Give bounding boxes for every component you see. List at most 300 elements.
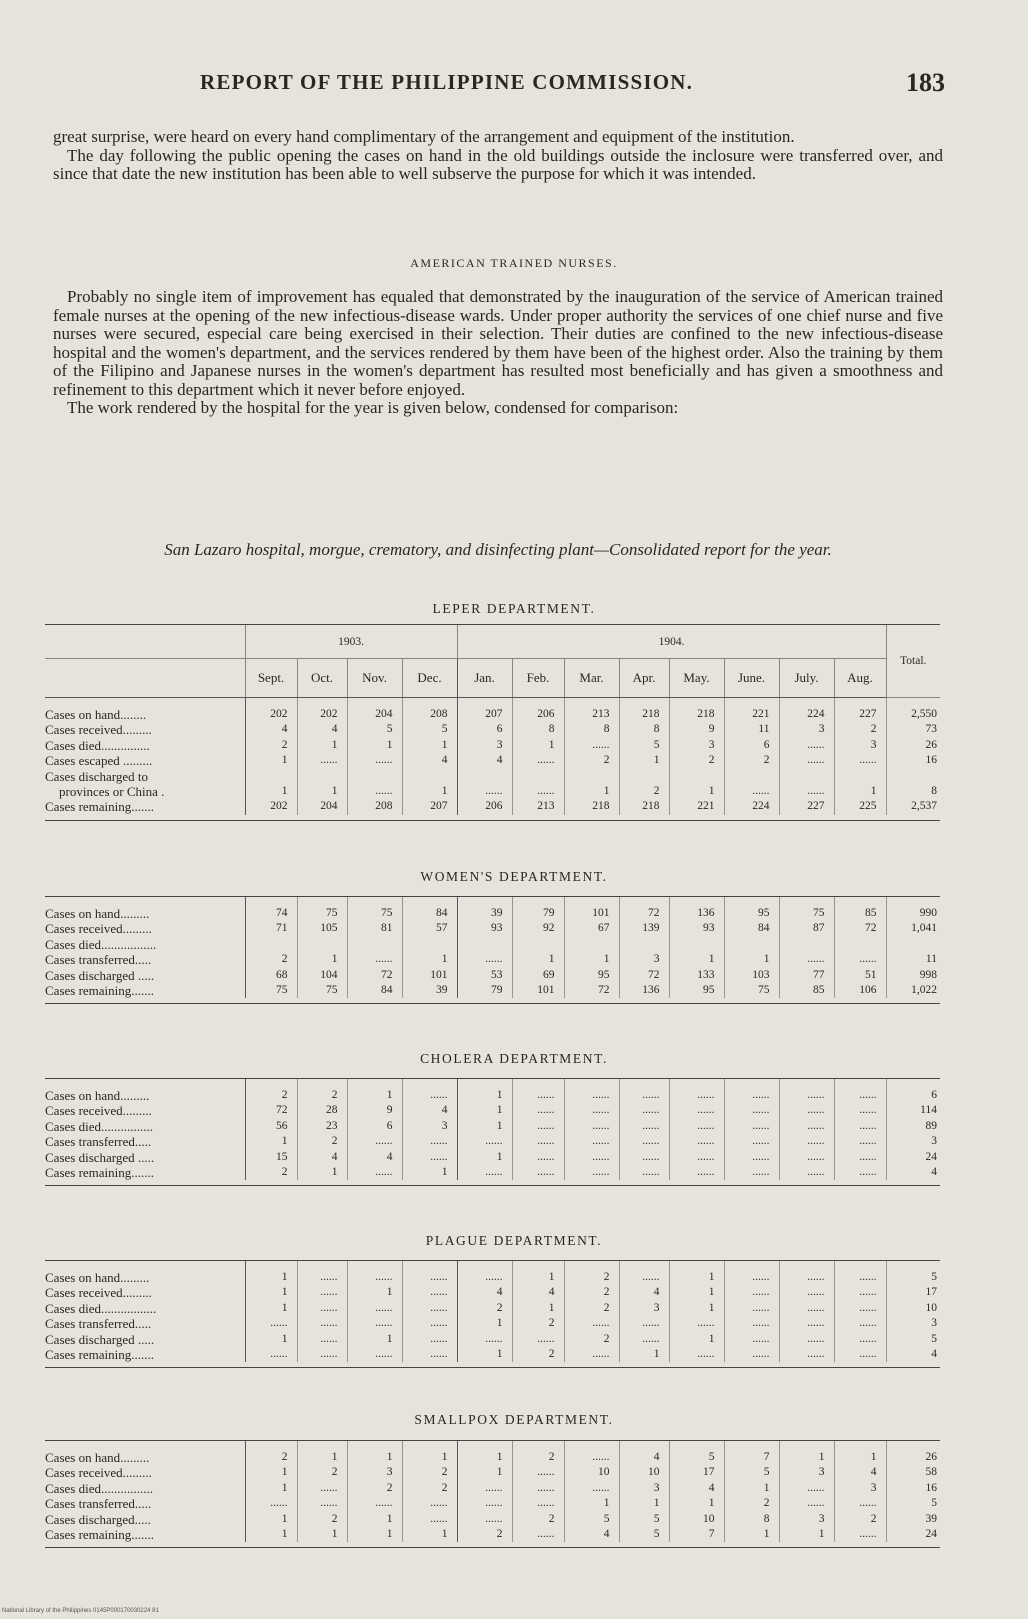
value-cell: ...... <box>402 1285 457 1300</box>
value-cell: 133 <box>669 968 724 983</box>
row-label: Cases discharged ..... <box>45 1331 155 1347</box>
table-row <box>45 722 940 737</box>
value-cell: 75 <box>779 897 834 921</box>
value-cell: ...... <box>724 1134 779 1149</box>
row-label: provinces or China . <box>59 784 165 800</box>
value-cell: 84 <box>402 897 457 921</box>
table-row <box>45 1150 940 1165</box>
value-cell: 2 <box>564 753 619 768</box>
value-cell: 2 <box>512 1347 564 1362</box>
value-cell: 2 <box>834 722 886 737</box>
value-cell: ...... <box>724 1103 779 1118</box>
value-cell: 51 <box>834 968 886 983</box>
value-cell <box>779 769 834 784</box>
value-cell: 5 <box>402 722 457 737</box>
value-cell: ...... <box>512 1527 564 1542</box>
value-cell: ...... <box>834 1119 886 1134</box>
total-cell: 24 <box>886 1527 940 1542</box>
value-cell: 75 <box>724 983 779 998</box>
table-row <box>45 952 940 967</box>
value-cell: 2 <box>245 1441 297 1465</box>
table-row <box>45 921 940 936</box>
value-cell: ...... <box>834 1332 886 1347</box>
value-cell: ...... <box>512 1103 564 1118</box>
value-cell: 1 <box>245 1301 297 1316</box>
row-label: Cases received......... <box>45 921 152 937</box>
value-cell: 6 <box>457 722 512 737</box>
value-cell: ...... <box>619 1119 669 1134</box>
total-cell: 990 <box>886 897 940 921</box>
value-cell: 1 <box>457 1150 512 1165</box>
value-cell: ...... <box>457 1165 512 1180</box>
value-cell: 5 <box>669 1441 724 1465</box>
department-title: SMALLPOX DEPARTMENT. <box>414 1412 614 1427</box>
value-cell: ...... <box>619 1079 669 1103</box>
value-cell: 3 <box>402 1119 457 1134</box>
value-cell: 74 <box>245 897 297 921</box>
value-cell: ...... <box>779 1332 834 1347</box>
value-cell: 202 <box>245 698 297 723</box>
total-cell: 998 <box>886 968 940 983</box>
total-cell: 58 <box>886 1465 940 1480</box>
value-cell: ...... <box>564 1347 619 1362</box>
row-label: Cases died................ <box>45 1118 153 1134</box>
value-cell: 1 <box>245 753 297 768</box>
row-label: Cases transferred..... <box>45 1316 152 1332</box>
data-table <box>45 1260 940 1368</box>
value-cell: 95 <box>564 968 619 983</box>
value-cell: ...... <box>512 753 564 768</box>
row-label: Cases died............... <box>45 737 150 753</box>
value-cell: 67 <box>564 921 619 936</box>
value-cell: ...... <box>297 1481 347 1496</box>
value-cell: ...... <box>297 1332 347 1347</box>
value-cell <box>245 769 297 784</box>
department-title: CHOLERA DEPARTMENT. <box>420 1051 608 1066</box>
value-cell <box>347 937 402 952</box>
value-cell: 1 <box>457 1465 512 1480</box>
value-cell: 1 <box>564 952 619 967</box>
value-cell: 92 <box>512 921 564 936</box>
value-cell: 71 <box>245 921 297 936</box>
value-cell: 221 <box>724 698 779 723</box>
value-cell: 4 <box>297 722 347 737</box>
month-header: June. <box>724 659 779 698</box>
value-cell: 3 <box>779 1465 834 1480</box>
value-cell: 1 <box>347 1512 402 1527</box>
row-label: Cases died................ <box>45 1480 153 1496</box>
total-cell: 73 <box>886 722 940 737</box>
value-cell: ...... <box>402 1316 457 1331</box>
value-cell: ...... <box>779 753 834 768</box>
value-cell: ...... <box>834 753 886 768</box>
value-cell: ...... <box>669 1150 724 1165</box>
value-cell: 213 <box>564 698 619 723</box>
value-cell: 136 <box>669 897 724 921</box>
value-cell: 2 <box>402 1481 457 1496</box>
value-cell: 1 <box>347 1441 402 1465</box>
value-cell: ...... <box>297 1496 347 1511</box>
value-cell: 2 <box>564 1332 619 1347</box>
row-label: Cases discharged to <box>45 768 149 784</box>
value-cell: ...... <box>669 1103 724 1118</box>
value-cell: 2 <box>564 1285 619 1300</box>
value-cell: 75 <box>297 983 347 998</box>
value-cell: 17 <box>669 1465 724 1480</box>
row-label: Cases received......... <box>45 1103 152 1119</box>
table-caption: San Lazaro hospital, morgue, crematory, and disinfecting plant—Consolidated report for the year. <box>164 540 832 559</box>
table-row <box>45 1527 940 1542</box>
value-cell: 53 <box>457 968 512 983</box>
value-cell: ...... <box>297 1261 347 1285</box>
value-cell: 1 <box>402 1165 457 1180</box>
value-cell: 1 <box>347 1332 402 1347</box>
value-cell: 4 <box>457 1285 512 1300</box>
value-cell <box>834 769 886 784</box>
value-cell: 208 <box>402 698 457 723</box>
value-cell: 93 <box>457 921 512 936</box>
value-cell: 11 <box>724 722 779 737</box>
value-cell: 1 <box>245 1527 297 1542</box>
value-cell: ...... <box>512 1150 564 1165</box>
value-cell: 23 <box>297 1119 347 1134</box>
value-cell: ...... <box>512 784 564 799</box>
value-cell: ...... <box>779 952 834 967</box>
value-cell <box>402 769 457 784</box>
row-label: Cases escaped ......... <box>45 753 153 769</box>
value-cell: 77 <box>779 968 834 983</box>
data-table <box>45 1078 940 1186</box>
value-cell <box>619 769 669 784</box>
value-cell: 1 <box>512 1261 564 1285</box>
value-cell <box>724 769 779 784</box>
value-cell <box>779 937 834 952</box>
month-header: Mar. <box>564 659 619 698</box>
row-label: Cases on hand......... <box>45 1088 150 1103</box>
womens-table <box>45 896 940 1004</box>
value-cell: 1 <box>619 1496 669 1511</box>
value-cell: ...... <box>779 1103 834 1118</box>
value-cell: 95 <box>724 897 779 921</box>
row-label: Cases remaining....... <box>45 1165 155 1181</box>
value-cell: 6 <box>724 738 779 753</box>
value-cell: 5 <box>347 722 402 737</box>
total-cell <box>886 937 940 952</box>
total-cell: 11 <box>886 952 940 967</box>
table-row <box>45 753 940 768</box>
value-cell: 56 <box>245 1119 297 1134</box>
value-cell: 85 <box>779 983 834 998</box>
value-cell: ...... <box>779 1134 834 1149</box>
value-cell: 2 <box>245 1079 297 1103</box>
library-stamp: National Library of the Philippines 0145P000170030224 81 <box>2 1608 159 1614</box>
value-cell: 39 <box>457 897 512 921</box>
table-row <box>45 1465 940 1480</box>
value-cell: ...... <box>779 1119 834 1134</box>
total-cell: 16 <box>886 1481 940 1496</box>
data-table <box>45 896 940 1004</box>
value-cell: ...... <box>724 1301 779 1316</box>
total-cell: 4 <box>886 1347 940 1362</box>
value-cell: ...... <box>512 1165 564 1180</box>
value-cell: ...... <box>297 1285 347 1300</box>
value-cell <box>297 937 347 952</box>
month-header: Oct. <box>297 659 347 698</box>
value-cell: 218 <box>619 799 669 814</box>
table-row <box>45 1301 940 1316</box>
row-label: Cases received......... <box>45 1465 152 1481</box>
value-cell: 15 <box>245 1150 297 1165</box>
total-cell: 17 <box>886 1285 940 1300</box>
value-cell <box>564 937 619 952</box>
value-cell: ...... <box>402 1134 457 1149</box>
table-row <box>45 1512 940 1527</box>
data-table <box>45 1440 940 1548</box>
value-cell: 28 <box>297 1103 347 1118</box>
value-cell: 1 <box>347 1079 402 1103</box>
value-cell: ...... <box>402 1150 457 1165</box>
value-cell: 84 <box>724 921 779 936</box>
department-title: PLAGUE DEPARTMENT. <box>425 1233 603 1248</box>
value-cell: ...... <box>457 1496 512 1511</box>
value-cell: 10 <box>619 1465 669 1480</box>
value-cell: ...... <box>724 1316 779 1331</box>
value-cell: 3 <box>347 1465 402 1480</box>
table-row <box>45 983 940 998</box>
value-cell: ...... <box>297 1347 347 1362</box>
value-cell: 2 <box>245 738 297 753</box>
value-cell: 69 <box>512 968 564 983</box>
value-cell: ...... <box>834 1079 886 1103</box>
value-cell: 1 <box>669 1301 724 1316</box>
value-cell: ...... <box>724 1261 779 1285</box>
table-row <box>45 1347 940 1362</box>
total-cell: 16 <box>886 753 940 768</box>
total-cell: 24 <box>886 1150 940 1165</box>
value-cell: 1 <box>245 1465 297 1480</box>
value-cell <box>245 937 297 952</box>
value-cell: ...... <box>512 1481 564 1496</box>
value-cell: ...... <box>564 1165 619 1180</box>
value-cell: 1 <box>402 952 457 967</box>
row-label: Cases transferred..... <box>45 1134 152 1150</box>
value-cell: 1 <box>457 1079 512 1103</box>
value-cell: 224 <box>779 698 834 723</box>
value-cell: 1 <box>564 784 619 799</box>
table-row <box>45 1285 940 1300</box>
value-cell: 202 <box>297 698 347 723</box>
value-cell: ...... <box>402 1347 457 1362</box>
stub-header <box>45 659 245 698</box>
value-cell: 204 <box>297 799 347 814</box>
month-header: Feb. <box>512 659 564 698</box>
value-cell: ...... <box>512 1465 564 1480</box>
value-cell: 75 <box>245 983 297 998</box>
value-cell: ...... <box>347 952 402 967</box>
value-cell: ...... <box>834 1285 886 1300</box>
table-row <box>45 1332 940 1347</box>
value-cell: 75 <box>297 897 347 921</box>
table-row <box>45 769 940 784</box>
value-cell: ...... <box>564 1481 619 1496</box>
value-cell: ...... <box>402 1496 457 1511</box>
value-cell: 3 <box>619 1481 669 1496</box>
row-label: Cases transferred..... <box>45 952 152 968</box>
table-row <box>45 1119 940 1134</box>
value-cell: 1 <box>834 784 886 799</box>
value-cell: 1 <box>402 1527 457 1542</box>
value-cell: 7 <box>669 1527 724 1542</box>
value-cell: 7 <box>724 1441 779 1465</box>
total-cell: 1,022 <box>886 983 940 998</box>
value-cell: ...... <box>245 1316 297 1331</box>
value-cell: ...... <box>834 1527 886 1542</box>
value-cell: 1 <box>347 1285 402 1300</box>
value-cell: ...... <box>402 1079 457 1103</box>
value-cell: 72 <box>619 897 669 921</box>
intro-text <box>53 128 943 184</box>
value-cell: 103 <box>724 968 779 983</box>
value-cell: 1 <box>512 952 564 967</box>
total-header: Total. <box>886 625 940 698</box>
value-cell: ...... <box>619 1316 669 1331</box>
value-cell <box>512 769 564 784</box>
row-label: Cases remaining....... <box>45 983 155 999</box>
value-cell: ...... <box>564 1316 619 1331</box>
value-cell: 1 <box>779 1527 834 1542</box>
value-cell: ...... <box>347 753 402 768</box>
total-cell: 6 <box>886 1079 940 1103</box>
value-cell <box>347 769 402 784</box>
total-cell: 3 <box>886 1316 940 1331</box>
month-header: Apr. <box>619 659 669 698</box>
value-cell: 1 <box>619 1347 669 1362</box>
value-cell: 224 <box>724 799 779 814</box>
year-header: 1903. <box>245 625 457 659</box>
value-cell: 2 <box>564 1301 619 1316</box>
value-cell: 4 <box>297 1150 347 1165</box>
table-row <box>45 1103 940 1118</box>
value-cell: 1 <box>402 1441 457 1465</box>
running-title: REPORT OF THE PHILIPPINE COMMISSION. <box>200 70 694 94</box>
total-cell: 10 <box>886 1301 940 1316</box>
value-cell: ...... <box>834 1261 886 1285</box>
value-cell: 2 <box>512 1512 564 1527</box>
value-cell: ...... <box>724 1347 779 1362</box>
value-cell: ...... <box>779 1316 834 1331</box>
value-cell: 2 <box>245 1165 297 1180</box>
value-cell: 4 <box>619 1441 669 1465</box>
value-cell <box>297 769 347 784</box>
value-cell: ...... <box>347 1316 402 1331</box>
value-cell: 1 <box>297 1527 347 1542</box>
value-cell: 1 <box>245 1332 297 1347</box>
value-cell: 3 <box>619 1301 669 1316</box>
value-cell: 5 <box>619 738 669 753</box>
value-cell: ...... <box>669 1316 724 1331</box>
year-header: 1904. <box>457 625 886 659</box>
value-cell: 10 <box>564 1465 619 1480</box>
value-cell: 1 <box>457 1441 512 1465</box>
value-cell: 225 <box>834 799 886 814</box>
value-cell: ...... <box>619 1165 669 1180</box>
value-cell: ...... <box>779 1079 834 1103</box>
value-cell: ...... <box>619 1103 669 1118</box>
value-cell: ...... <box>669 1119 724 1134</box>
value-cell: ...... <box>779 1496 834 1511</box>
row-label: Cases remaining....... <box>45 799 155 815</box>
value-cell: ...... <box>724 784 779 799</box>
value-cell: ...... <box>779 1261 834 1285</box>
value-cell: ...... <box>834 1347 886 1362</box>
value-cell: ...... <box>402 1301 457 1316</box>
value-cell <box>669 769 724 784</box>
value-cell: 1 <box>779 1441 834 1465</box>
value-cell: ...... <box>779 1165 834 1180</box>
value-cell: ...... <box>457 1332 512 1347</box>
value-cell: ...... <box>564 1119 619 1134</box>
value-cell: ...... <box>724 1332 779 1347</box>
value-cell: 2 <box>724 1496 779 1511</box>
value-cell: 1 <box>347 738 402 753</box>
value-cell: ...... <box>564 1134 619 1149</box>
value-cell: ...... <box>347 1301 402 1316</box>
value-cell: 1 <box>724 1527 779 1542</box>
value-cell <box>724 937 779 952</box>
value-cell: ...... <box>619 1332 669 1347</box>
value-cell: 1 <box>512 738 564 753</box>
value-cell: 1 <box>457 1103 512 1118</box>
month-header: July. <box>779 659 834 698</box>
total-cell: 5 <box>886 1496 940 1511</box>
value-cell: ...... <box>512 1332 564 1347</box>
value-cell: 2 <box>402 1465 457 1480</box>
value-cell: 4 <box>245 722 297 737</box>
value-cell: ...... <box>245 1496 297 1511</box>
value-cell: ...... <box>834 1165 886 1180</box>
value-cell: 57 <box>402 921 457 936</box>
value-cell: 104 <box>297 968 347 983</box>
value-cell: 106 <box>834 983 886 998</box>
value-cell: 204 <box>347 698 402 723</box>
value-cell: ...... <box>779 1481 834 1496</box>
value-cell: ...... <box>347 1261 402 1285</box>
value-cell: 72 <box>347 968 402 983</box>
value-cell: ...... <box>564 738 619 753</box>
total-cell: 8 <box>886 784 940 799</box>
row-label: Cases discharged ..... <box>45 967 155 983</box>
value-cell: 1 <box>619 753 669 768</box>
value-cell: ...... <box>402 1261 457 1285</box>
value-cell: ...... <box>297 753 347 768</box>
value-cell <box>619 937 669 952</box>
value-cell: 93 <box>669 921 724 936</box>
value-cell: ...... <box>619 1261 669 1285</box>
value-cell: 136 <box>619 983 669 998</box>
table-row <box>45 897 940 921</box>
value-cell: ...... <box>297 1316 347 1331</box>
value-cell: ...... <box>724 1285 779 1300</box>
value-cell: 1 <box>669 1285 724 1300</box>
value-cell: ...... <box>245 1347 297 1362</box>
table-row <box>45 799 940 814</box>
value-cell: 2 <box>245 952 297 967</box>
value-cell: 4 <box>669 1481 724 1496</box>
value-cell: 2 <box>512 1441 564 1465</box>
value-cell: ...... <box>724 1150 779 1165</box>
value-cell: ...... <box>619 1134 669 1149</box>
total-cell: 26 <box>886 738 940 753</box>
